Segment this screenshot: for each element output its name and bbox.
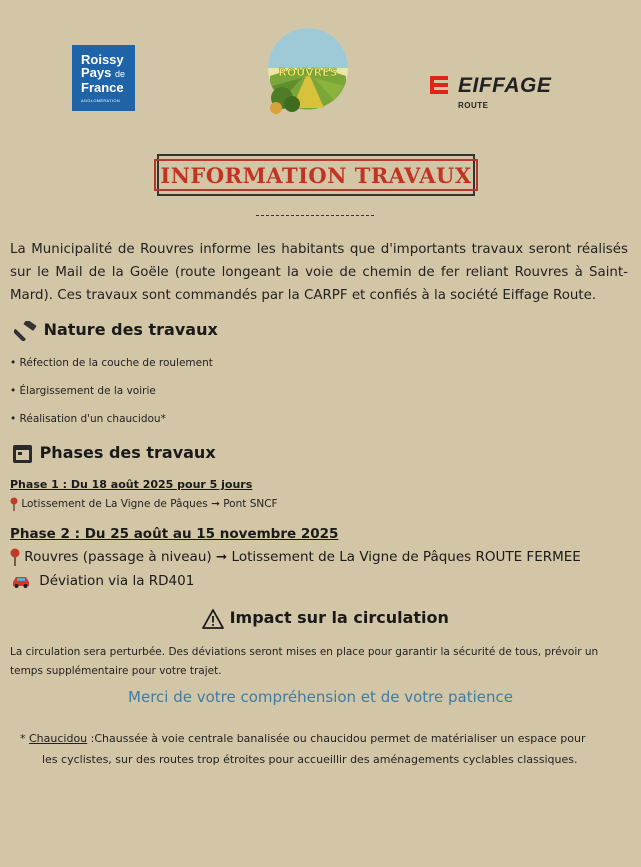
- hammer-icon: [14, 321, 38, 341]
- calendar-icon: [12, 444, 34, 464]
- impact-heading-text: Impact sur la circulation: [229, 608, 449, 627]
- divider: [256, 215, 374, 216]
- page-title: INFORMATION TRAVAUX: [154, 159, 477, 191]
- roissy-logo-line2b: de: [115, 69, 126, 79]
- rouvres-logo-text: ROUVRES: [278, 66, 338, 79]
- title-box: [157, 154, 475, 196]
- footnote-line1: :Chaussée à voie centrale banalisée ou chaucidou permet de matérialiser un espace pour: [90, 732, 586, 745]
- car-icon: [11, 574, 31, 588]
- nature-item-2: Élargissement de la voirie: [19, 385, 156, 397]
- roissy-logo: [72, 45, 135, 111]
- footnote-term: Chaucidou: [29, 732, 88, 745]
- phase2-deviation: [11, 573, 194, 589]
- eiffage-sub: ROUTE: [458, 101, 489, 110]
- pin-icon: [10, 548, 20, 566]
- eiffage-name: EIFFAGE: [458, 74, 552, 97]
- phase1-title: Phase 1 : Du 18 août 2025 pour 5 jours: [10, 478, 253, 491]
- merci-message: Merci de votre compréhension et de votre patience: [128, 688, 513, 706]
- impact-heading: [202, 608, 449, 629]
- nature-heading: [14, 320, 218, 341]
- phase2-route-text: Rouvres (passage à niveau) ➞ Lotissement de La Vigne de Pâques ROUTE FERMEE: [24, 549, 581, 565]
- eiffage-mark-icon: [428, 74, 452, 98]
- intro-paragraph: La Municipalité de Rouvres informe les habitants que d'importants travaux seront réalisés sur le Mail de la Goële (route longeant la voie de chemin de fer reliant Rouvres à Saint-Mard). Ces travaux sont commandés par la CARPF et confiés à la société Eiffage Route.: [10, 242, 628, 303]
- footnote: [20, 728, 620, 770]
- impact-text: La circulation sera perturbée. Des déviations seront mises en place pour garantir la sécurité de tous, prévoir un temps supplémentaire pour votre trajet.: [10, 646, 599, 677]
- list-item: • Élargissement de la voirie: [10, 385, 156, 397]
- nature-heading-text: Nature des travaux: [43, 320, 218, 339]
- nature-item-3: Réalisation d'un chaucidou*: [19, 413, 166, 425]
- roissy-logo-line1: Roissy: [81, 52, 124, 67]
- rouvres-logo: [262, 26, 354, 114]
- footnote-star: *: [20, 732, 26, 745]
- phase1-route-text: Lotissement de La Vigne de Pâques ➞ Pont SNCF: [21, 498, 278, 510]
- phase2-title: Phase 2 : Du 25 août au 15 novembre 2025: [10, 526, 339, 542]
- phase2-route: [10, 548, 581, 566]
- warning-icon: [202, 609, 224, 629]
- phase1-route: [10, 497, 278, 511]
- roissy-logo-line2-wrap: [81, 66, 135, 81]
- roissy-logo-line4: AGGLOMÉRATION: [81, 98, 120, 103]
- phase2-deviation-text: Déviation via la RD401: [39, 573, 195, 589]
- footnote-line2: les cyclistes, sur des routes trop étroites pour accueillir des aménagements cyclables classiques.: [42, 753, 578, 766]
- eiffage-logo: [428, 74, 553, 114]
- roissy-logo-line2: Pays: [81, 65, 112, 80]
- list-item: • Réalisation d'un chaucidou*: [10, 413, 166, 425]
- roissy-logo-line3: France: [81, 80, 124, 95]
- nature-item-1: Réfection de la couche de roulement: [19, 357, 213, 369]
- phases-heading-text: Phases des travaux: [39, 443, 216, 462]
- pin-icon: [10, 497, 18, 511]
- list-item: • Réfection de la couche de roulement: [10, 357, 213, 369]
- phases-heading: [12, 443, 216, 464]
